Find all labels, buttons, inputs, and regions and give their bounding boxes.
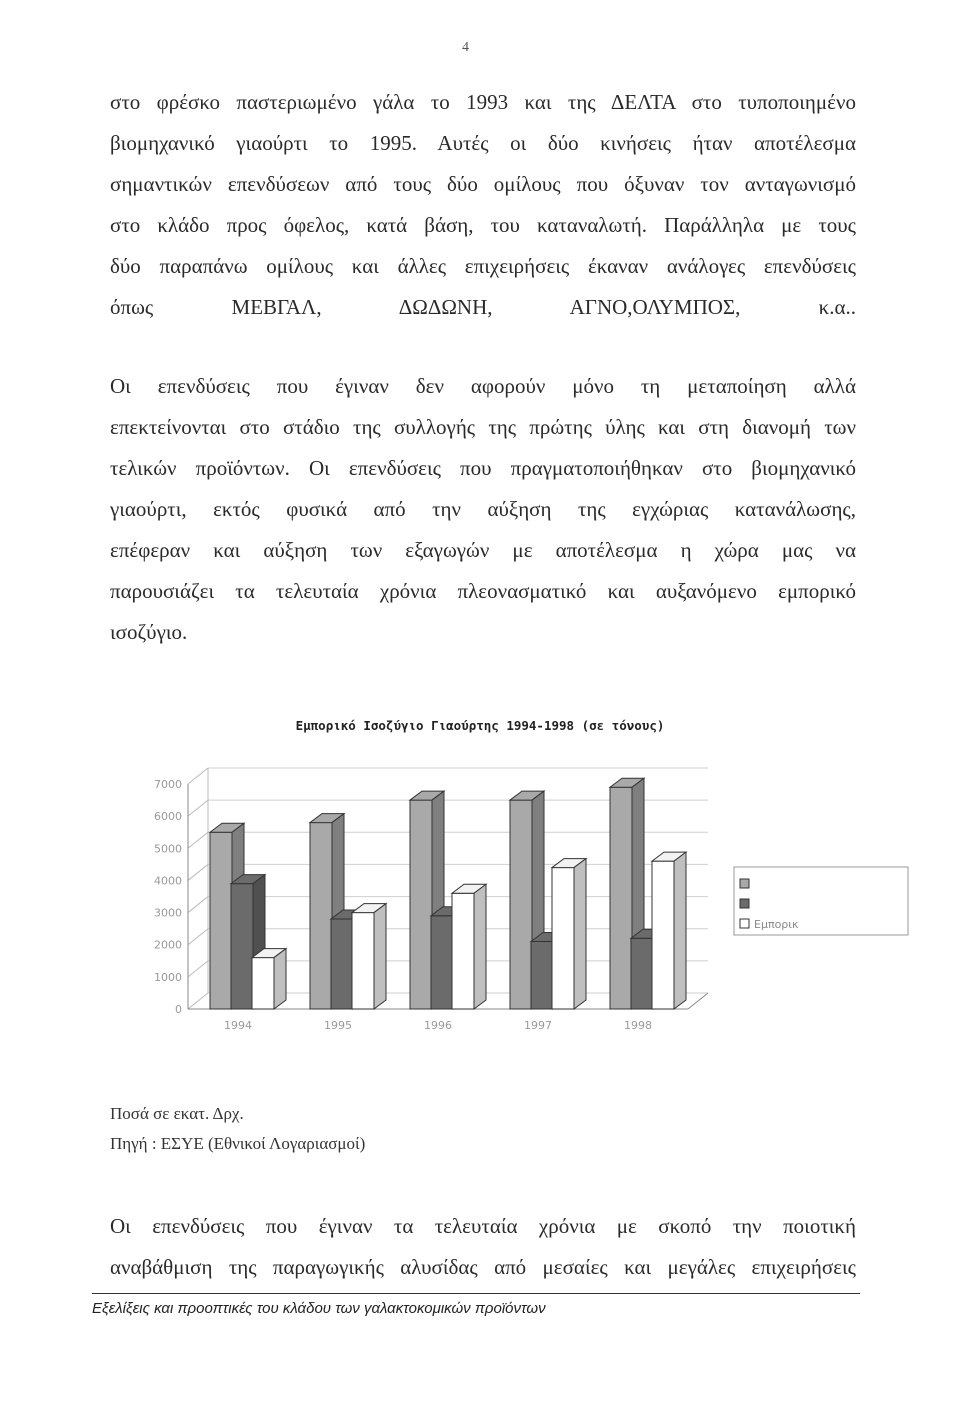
- legend-label: Εμπορικ: [754, 918, 799, 931]
- bar: [331, 919, 353, 1009]
- text-line: γιαούρτι, εκτός φυσικά από την αύξηση της εγχώριας κατανάλωσης,: [110, 497, 856, 521]
- chart-title: Εμπορικό Ισοζύγιο Γιαούρτης 1994-1998 (σε τόνους): [295, 718, 665, 733]
- legend-swatch: [740, 919, 749, 928]
- y-tick-label: 4000: [154, 874, 182, 888]
- gridline-side: [188, 897, 208, 913]
- text-line: στο κλάδο προς όφελος, κατά βάση, του καταναλωτή. Παράλληλα με τους: [110, 213, 856, 237]
- footer-divider: [92, 1293, 860, 1294]
- y-tick-label: 6000: [154, 810, 182, 824]
- text-line: βιομηχανικό γιαούρτι το 1995. Αυτές οι δύο κινήσεις ήταν αποτέλεσμα: [110, 131, 856, 155]
- y-tick-label: 3000: [154, 906, 182, 920]
- text-line: Οι επενδύσεις που έγιναν τα τελευταία χρόνια με σκοπό την ποιοτική: [110, 1214, 856, 1238]
- gridline-side: [188, 864, 208, 880]
- bar: [410, 800, 432, 1009]
- bar: [631, 938, 653, 1009]
- source-note: Πηγή : ΕΣΥΕ (Εθνικοί Λογαριασμοί): [110, 1134, 366, 1153]
- text-line: δύο παραπάνω ομίλους και άλλες επιχειρήσεις έκαναν ανάλογες επενδύσεις: [110, 254, 856, 278]
- x-tick-label: 1995: [324, 1019, 352, 1032]
- running-footer: Εξελίξεις και προοπτικές του κλάδου των γαλακτοκομικών προϊόντων: [92, 1300, 546, 1317]
- bar: [510, 800, 532, 1009]
- legend-swatch: [740, 879, 749, 888]
- bar: [552, 868, 574, 1009]
- text-line: ισοζύγιο.: [110, 620, 188, 644]
- y-tick-label: 0: [175, 1003, 182, 1016]
- bar: [652, 861, 674, 1009]
- y-tick-label: 1000: [154, 970, 182, 984]
- gridline-side: [188, 768, 208, 784]
- text-line: τελικών προϊόντων. Οι επενδύσεις που πραγματοποιήθηκαν στο βιομηχανικό: [110, 456, 856, 480]
- bar: [231, 884, 253, 1009]
- bar: [210, 832, 232, 1009]
- bar: [531, 942, 553, 1010]
- y-tick-label: 2000: [154, 938, 182, 952]
- bar-side: [274, 949, 286, 1009]
- page-number: 4: [462, 40, 469, 55]
- bar-chart: [140, 755, 920, 1045]
- x-tick-label: 1998: [624, 1019, 652, 1032]
- text-line: Οι επενδύσεις που έγιναν δεν αφορούν μόνο τη μεταποίηση αλλά: [110, 374, 856, 398]
- bar: [431, 916, 453, 1009]
- text-line: στο φρέσκο παστεριωμένο γάλα το 1993 και της ΔΕΛΤΑ στο τυποποιημένο: [110, 90, 856, 114]
- gridline-side: [188, 993, 208, 1009]
- y-tick-label: 5000: [154, 842, 182, 856]
- bar: [352, 913, 374, 1009]
- bar: [610, 787, 632, 1009]
- text-line: παρουσιάζει τα τελευταία χρόνια πλεονασματικό και αυξανόμενο εμπορικό: [110, 579, 856, 603]
- paragraph-2: [110, 366, 856, 653]
- text-line: αναβάθμιση της παραγωγικής αλυσίδας από μεσαίες και μεγάλες επιχειρήσεις: [110, 1255, 856, 1279]
- floor-edge: [688, 993, 708, 1009]
- bar: [310, 823, 332, 1009]
- text-line: επεκτείνονται στο στάδιο της συλλογής της πρώτης ύλης και στη διανομή των: [110, 415, 856, 439]
- bar-side: [374, 904, 386, 1009]
- text-line: επέφεραν και αύξηση των εξαγωγών με αποτέλεσμα η χώρα μας να: [110, 538, 856, 562]
- bar-side: [674, 852, 686, 1009]
- legend-swatch: [740, 899, 749, 908]
- gridline-side: [188, 961, 208, 977]
- x-tick-label: 1994: [224, 1019, 252, 1032]
- gridline-side: [188, 832, 208, 848]
- x-tick-label: 1997: [524, 1019, 552, 1032]
- bar: [252, 958, 274, 1009]
- text-line: σημαντικών επενδύσεων από τους δύο ομίλους που όξυναν τον ανταγωνισμό: [110, 172, 856, 196]
- gridline-side: [188, 929, 208, 945]
- bar: [452, 893, 474, 1009]
- bar-side: [474, 884, 486, 1009]
- y-tick-label: 7000: [154, 778, 182, 791]
- bar-side: [574, 859, 586, 1009]
- paragraph-3: [110, 1206, 856, 1288]
- text-line: όπως ΜΕΒΓΑΛ, ΔΩΔΩΝΗ, ΑΓΝΟ,ΟΛΥΜΠΟΣ, κ.α..: [110, 295, 856, 319]
- x-tick-label: 1996: [424, 1019, 452, 1032]
- gridline-side: [188, 800, 208, 816]
- units-note: Ποσά σε εκατ. Δρχ.: [110, 1104, 244, 1123]
- paragraph-1: [110, 82, 856, 328]
